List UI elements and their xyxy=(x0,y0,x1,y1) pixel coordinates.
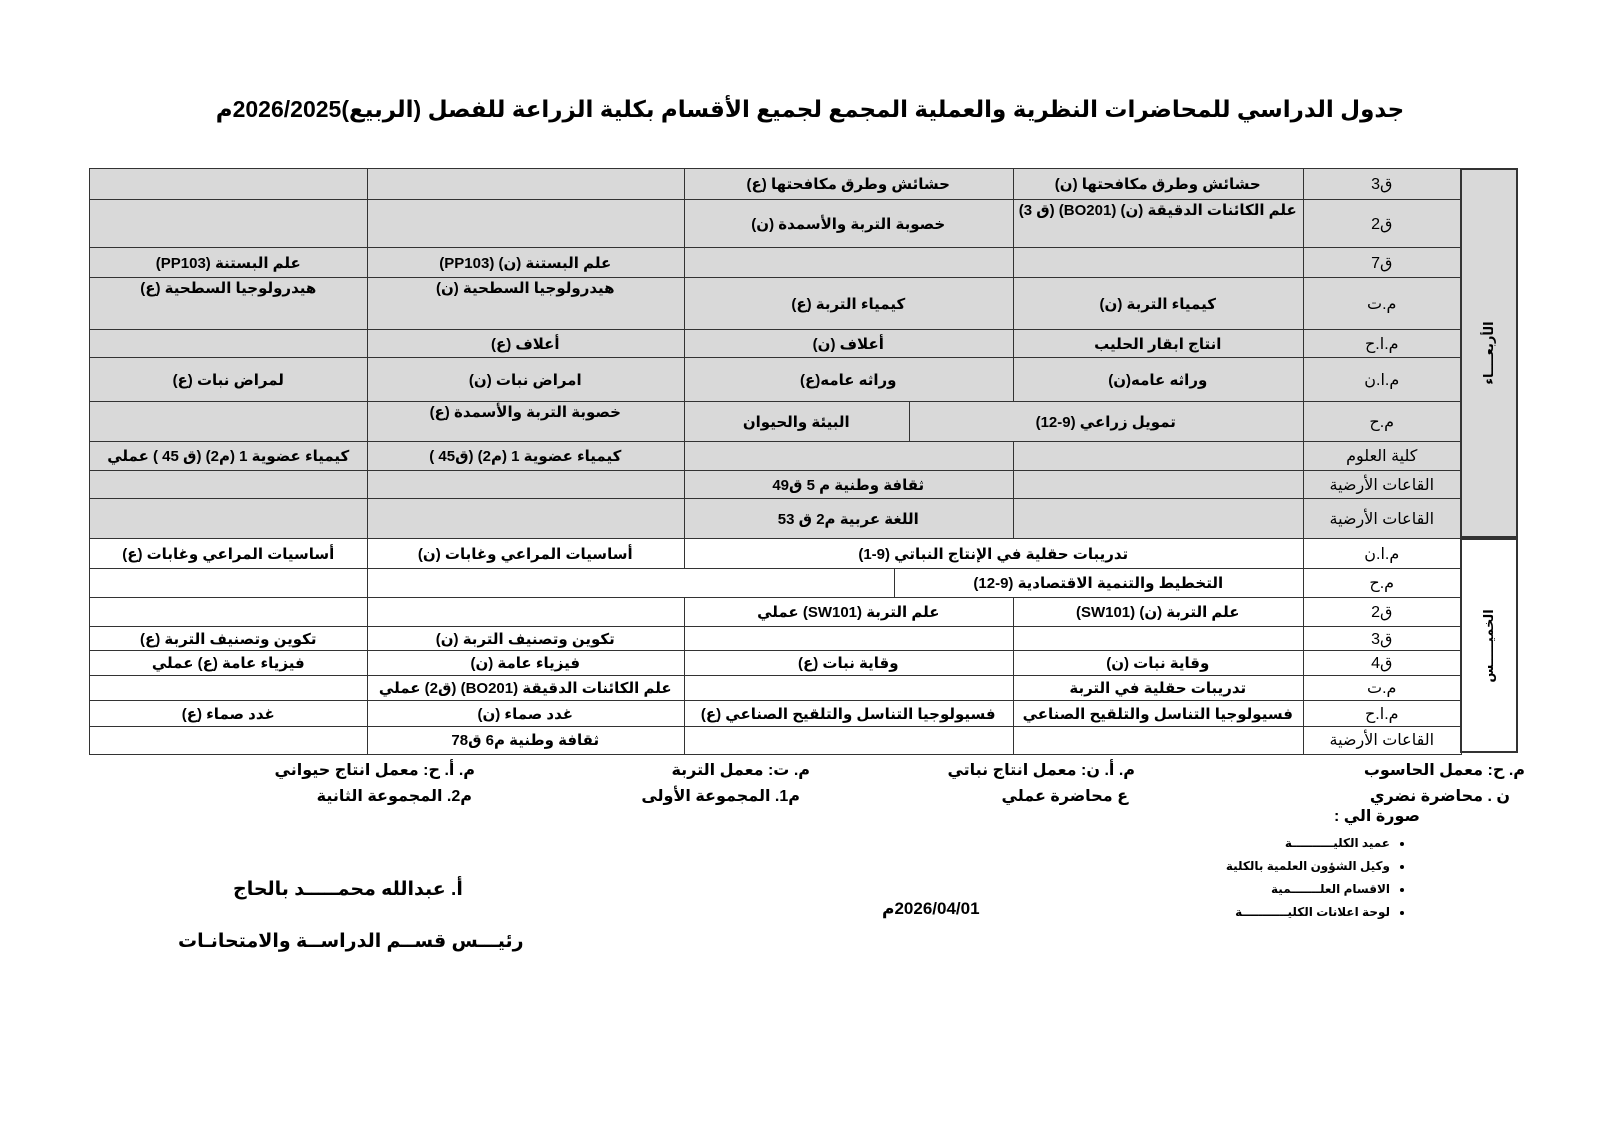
schedule-cell xyxy=(89,168,368,201)
schedule-cell: كيمياء التربة (ن) xyxy=(1012,277,1304,331)
schedule-cell: تكوين وتصنيف التربة (ع) xyxy=(89,626,368,652)
schedule-cell xyxy=(366,597,685,628)
schedule-cell: البيئة والحيوان xyxy=(683,401,910,443)
schedule-cell: حشائش وطرق مكافحتها (ن) xyxy=(1012,168,1304,201)
schedule-cell: غدد صماء (ن) xyxy=(366,700,685,728)
legend-animal-lab: م. أ. ح: معمل انتاج حيواني xyxy=(274,762,475,779)
schedule-cell xyxy=(1012,726,1304,755)
legend-computer-lab: م. ح: معمل الحاسوب xyxy=(1363,762,1525,779)
schedule-cell: وقاية نبات (ن) xyxy=(1012,650,1304,677)
schedule-cell: أعلاف (ع) xyxy=(366,329,685,359)
legend-group1: م1. المجموعة الأولى xyxy=(641,788,800,805)
signatory-title: رئيـــس قســم الدراســة والامتحانـات xyxy=(178,931,524,952)
room-code-cell: ق7 xyxy=(1302,247,1462,279)
copies-heading: صورة الي : xyxy=(1333,808,1420,825)
room-code-cell: م.ا.ن xyxy=(1302,538,1462,570)
room-code-cell: م.ا.ح xyxy=(1302,329,1462,359)
schedule-cell: أساسيات المراعي وغابات (ن) xyxy=(366,538,685,570)
room-code-cell: م.ت xyxy=(1302,675,1462,702)
schedule-cell: التخطيط والتنمية الاقتصادية (9-12) xyxy=(893,568,1304,599)
schedule-cell xyxy=(683,247,1014,279)
schedule-cell xyxy=(1012,441,1304,472)
legend-plant-lab: م. أ. ن: معمل انتاج نباتي xyxy=(947,762,1135,779)
day-label: الخميـــــس xyxy=(1481,608,1496,683)
room-code-cell: القاعات الأرضية xyxy=(1302,470,1462,500)
schedule-cell xyxy=(366,168,685,201)
schedule-cell xyxy=(683,626,1014,652)
day-cell-thursday xyxy=(1460,538,1518,753)
schedule-cell: كيمياء عضوية 1 (م2) (ق 45 ) عملي xyxy=(89,441,368,472)
schedule-cell xyxy=(366,498,685,540)
schedule-cell: فسيولوجيا التناسل والتلقيح الصناعي (ع) xyxy=(683,700,1014,728)
room-code-cell: كلية العلوم xyxy=(1302,441,1462,472)
schedule-cell: علم البستنة (PP103) xyxy=(89,247,368,279)
copies-list xyxy=(1226,832,1430,924)
copies-item: • عميد الكليــــــــــة xyxy=(1226,832,1390,855)
schedule-cell xyxy=(366,568,895,599)
schedule-cell: هيدرولوجيا السطحية (ع) xyxy=(89,277,368,331)
schedule-cell: خصوبة التربة والأسمدة (ع) xyxy=(366,401,685,443)
schedule-cell: اللغة عربية م2 ق 53 xyxy=(683,498,1014,540)
schedule-cell: انتاج ابقار الحليب xyxy=(1012,329,1304,359)
schedule-cell: وراثه عامه(ن) xyxy=(1012,357,1304,403)
day-cell-wednesday xyxy=(1460,168,1518,538)
schedule-cell xyxy=(683,675,1014,702)
schedule-cell: كيمياء عضوية 1 (م2) (ق45 ) xyxy=(366,441,685,472)
room-code-cell: م.ح xyxy=(1302,401,1462,443)
signatory-name: أ. عبدالله محمـــــد بالحاج xyxy=(233,879,463,900)
schedule-cell: تدريبات حقلية في الإنتاج النباتي (9-1) xyxy=(683,538,1304,570)
schedule-cell: وقاية نبات (ع) xyxy=(683,650,1014,677)
schedule-cell xyxy=(89,401,368,443)
room-code-cell: ق3 xyxy=(1302,168,1462,201)
schedule-cell: فسيولوجيا التناسل والتلقيح الصناعي xyxy=(1012,700,1304,728)
room-code-cell: م.ا.ن xyxy=(1302,357,1462,403)
schedule-cell: علم الكائنات الدقيقة (BO201) (ق2) عملي xyxy=(366,675,685,702)
schedule-cell xyxy=(89,329,368,359)
room-code-cell: ق3 xyxy=(1302,626,1462,652)
schedule-cell: هيدرولوجيا السطحية (ن) xyxy=(366,277,685,331)
schedule-cell: فيزياء عامة (ن) xyxy=(366,650,685,677)
schedule-cell xyxy=(366,199,685,249)
schedule-cell xyxy=(683,441,1014,472)
room-code-cell: القاعات الأرضية xyxy=(1302,726,1462,755)
schedule-cell: ثقافة وطنية م 5 ق49 xyxy=(683,470,1014,500)
schedule-cell xyxy=(1012,498,1304,540)
schedule-cell: كيمياء التربة (ع) xyxy=(683,277,1014,331)
room-code-cell: ق2 xyxy=(1302,199,1462,249)
room-code-cell: ق2 xyxy=(1302,597,1462,628)
schedule-cell: ثقافة وطنية م6 ق78 xyxy=(366,726,685,755)
schedule-cell: فيزياء عامة (ع) عملي xyxy=(89,650,368,677)
schedule-cell: تمويل زراعي (9-12) xyxy=(908,401,1304,443)
document-date: 2026/04/01م xyxy=(882,899,980,918)
schedule-cell: علم التربة (ن) (SW101) xyxy=(1012,597,1304,628)
schedule-cell: تدريبات حقلية في التربة xyxy=(1012,675,1304,702)
schedule-cell: لمراض نبات (ع) xyxy=(89,357,368,403)
schedule-cell xyxy=(683,726,1014,755)
legend-practical: ع محاضرة عملي xyxy=(1001,788,1128,805)
schedule-cell: خصوبة التربة والأسمدة (ن) xyxy=(683,199,1014,249)
schedule-cell xyxy=(89,726,368,755)
schedule-cell xyxy=(366,470,685,500)
schedule-cell xyxy=(89,568,368,599)
room-code-cell: القاعات الأرضية xyxy=(1302,498,1462,540)
schedule-cell xyxy=(89,498,368,540)
schedule-cell xyxy=(89,470,368,500)
schedule-cell xyxy=(89,199,368,249)
legend-soil-lab: م. ت: معمل التربة xyxy=(671,762,810,779)
schedule-cell: علم البستنة (ن) (PP103) xyxy=(366,247,685,279)
copies-section xyxy=(1226,806,1430,924)
schedule-cell xyxy=(89,597,368,628)
copies-item: • الاقسام العلـــــــمية xyxy=(1226,878,1390,901)
room-code-cell: ق4 xyxy=(1302,650,1462,677)
schedule-cell xyxy=(1012,626,1304,652)
schedule-cell xyxy=(1012,247,1304,279)
schedule-cell: حشائش وطرق مكافحتها (ع) xyxy=(683,168,1014,201)
room-code-cell: م.ح xyxy=(1302,568,1462,599)
schedule-cell xyxy=(1012,470,1304,500)
schedule-cell: أساسيات المراعي وغابات (ع) xyxy=(89,538,368,570)
schedule-cell: علم التربة (SW101) عملي xyxy=(683,597,1014,628)
schedule-cell: علم الكائنات الدقيقة (ن) (BO201) (ق 3) xyxy=(1012,199,1304,249)
schedule-cell: تكوين وتصنيف التربة (ن) xyxy=(366,626,685,652)
room-code-cell: م.ت xyxy=(1302,277,1462,331)
copies-item: • لوحة اعلانات الكليـــــــــــة xyxy=(1226,901,1390,924)
schedule-cell xyxy=(89,675,368,702)
schedule-cell: أعلاف (ن) xyxy=(683,329,1014,359)
room-code-cell: م.ا.ح xyxy=(1302,700,1462,728)
legend-group2: م2. المجموعة الثانية xyxy=(316,788,472,805)
schedule-cell: امراض نبات (ن) xyxy=(366,357,685,403)
day-label: الأربعــــاء xyxy=(1481,321,1496,385)
schedule-table xyxy=(89,168,1518,753)
legend-theory: ن . محاضرة نضري xyxy=(1369,788,1510,805)
copies-item: • وكيل الشؤون العلمية بالكلية xyxy=(1226,855,1390,878)
schedule-cell: وراثه عامه(ع) xyxy=(683,357,1014,403)
schedule-cell: غدد صماء (ع) xyxy=(89,700,368,728)
page-title: جدول الدراسي للمحاضرات النظرية والعملية المجمع لجميع الأقسام بكلية الزراعة للفصل (الربيع)2026/2025م xyxy=(215,96,1405,122)
